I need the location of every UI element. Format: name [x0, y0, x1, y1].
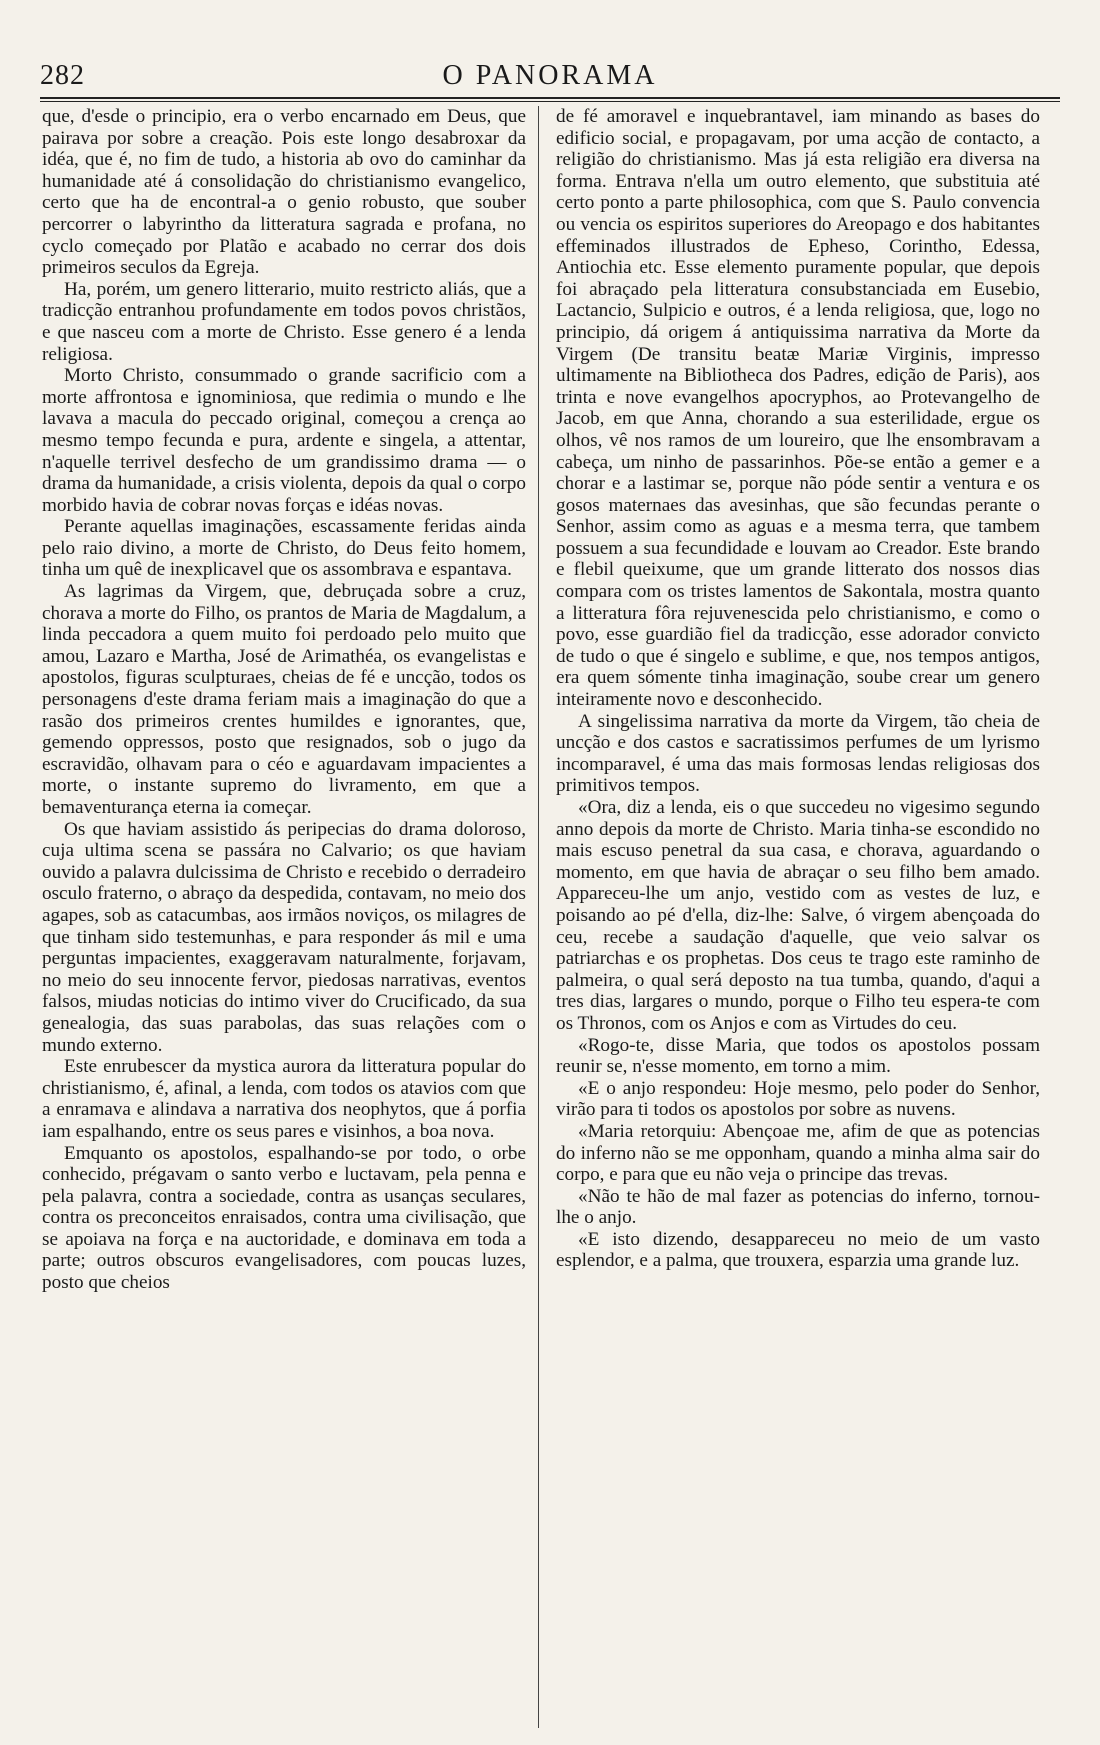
header-rule: [40, 97, 1060, 102]
paragraph: A singelissima narrativa da morte da Virgem, tão cheia de uncção e dos castos e sacratissimos perfumes de um lyrismo incomparavel, é uma das mais formosas lendas religiosas dos primitivos tempos.: [556, 710, 1040, 797]
paragraph: Ha, porém, um genero litterario, muito restricto aliás, que a tradicção entranhou profundamente em todos povos christãos, e que nasceu com a morte de Christo. Esse genero é a lenda religiosa.: [42, 278, 526, 365]
page-header: [40, 60, 1060, 94]
paragraph: As lagrimas da Virgem, que, debruçada sobre a cruz, chorava a morte do Filho, os prantos de Maria de Magdalum, a linda peccadora a quem muito foi perdoado pelo muito que amou, Lazaro e Martha, José de Arimathéa, os evangelistas e apostolos, figuras sculpturaes, cheias de fé e uncção, todos os personagens d'este drama feriam mais a imaginação do que a rasão dos primeiros crentes humildes e ignorantes, que, gemendo oppressos, posto que resignados, sob o jugo da escravidão, olhavam para o céo e aguardavam impacientes a morte, o instante supremo do livramento, em que a bemaventurança eterna ia começar.: [42, 581, 526, 818]
left-column: [42, 106, 526, 1294]
paragraph: «Não te hão de mal fazer as potencias do inferno, tornou-lhe o anjo.: [556, 1185, 1040, 1229]
paragraph: «E o anjo respondeu: Hoje mesmo, pelo poder do Senhor, virão para ti todos os apostolos por sobre as nuvens.: [556, 1077, 1040, 1121]
paragraph: Emquanto os apostolos, espalhando-se por todo, o orbe conhecido, prégavam o santo verbo e luctavam, pela penna e pela palavra, contra a sociedade, contra as usanças seculares, contra os preconceitos enraisados, contra uma civilisação, que se apoiava na força e na auctoridade, e dominava em toda a parte; outros obscuros evangelisadores, com poucas luzes, posto que cheios: [42, 1142, 526, 1294]
paragraph: «Ora, diz a lenda, eis o que succedeu no vigesimo segundo anno depois da morte de Christo. Maria tinha-se escondido no mais escuso penetral da sua casa, e chorava, aguardando o momento, em que havia de abraçar o seu filho bem amado. Appareceu-lhe um anjo, vestido com as vestes de luz, e poisando ao pé d'ella, diz-lhe: Salve, ó virgem abençoada do ceu, recebe a saudação d'aquelle, que veio salvar os patriarchas e os prophetas. Dos ceus te trago este raminho de palmeira, o qual será deposto na tua tumba, quando, d'aqui a tres dias, largares o mundo, porque o Filho teu espera-te com os Thronos, com os Anjos e com as Virtudes do ceu.: [556, 797, 1040, 1034]
paragraph: Perante aquellas imaginações, escassamente feridas ainda pelo raio divino, a morte de Christo, do Deus feito homem, tinha um quê de inexplicavel que os assombrava e espantava.: [42, 516, 526, 581]
paragraph: «Rogo-te, disse Maria, que todos os apostolos possam reunir se, n'esse momento, em torno a mim.: [556, 1034, 1040, 1078]
running-title: O PANORAMA: [442, 60, 658, 91]
paragraph: de fé amoravel e inquebrantavel, iam minando as bases do edificio social, e propagavam, por uma acção de contacto, a religião do christianismo. Mas já esta religião era diversa na forma. Entrava n'ella um outro elemento, que substituia até certo ponto a parte philosophica, com que S. Paulo convencia ou vencia os espiritos superiores do Areopago e dos habitantes effeminados illustrados de Epheso, Corintho, Edessa, Antiochia etc. Esse elemento puramente popular, que depois foi abraçado pela litteratura consubstanciada em Eusebio, Lactancio, Sulpicio e outros, é a lenda religiosa, que, logo no principio, dá origem á antiquissima narrativa da Morte da Virgem (De transitu beatæ Mariæ Virginis, impresso ultimamente na Bibliotheca dos Padres, edição de Paris), aos trinta e nove evangelhos apocryphos, ao Protevangelho de Jacob, em que Anna, chorando a sua esterilidade, ergue os olhos, vê nos ramos de um loureiro, que lhe ensombravam a cabeça, um ninho de passarinhos. Põe-se então a gemer e a chorar e a lastimar se, porque não póde sentir a ventura e os gosos maternaes das avesinhas, que são fecundas perante o Senhor, assim como as aguas e a mesma terra, que tambem possuem a sua fecundidade e louvam ao Creador. Este brando e flebil queixume, que um grande litterato dos nossos dias compara com os tristes lamentos de Sakontala, mostra quanto a litteratura fôra rejuvenescida pelo christianismo, e como o povo, esse guardião fiel da tradicção, esse adorador convicto de tudo o que é singelo e sublime, e que, nos tempos antigos, era quem sómente tinha imaginação, soube crear um genero inteiramente novo e desconhecido.: [556, 106, 1040, 711]
paragraph: «Maria retorquiu: Abençoae me, afim de que as potencias do inferno não se me opponham, quando a minha alma sair do corpo, e para que eu não veja o principe das trevas.: [556, 1120, 1040, 1186]
column-divider: [538, 106, 539, 1728]
page-number: 282: [40, 60, 85, 91]
right-column: [556, 106, 1040, 1272]
paragraph: Os que haviam assistido ás peripecias do drama doloroso, cuja ultima scena se passára no Calvario; os que haviam ouvido a palavra dulcissima de Christo e recebido o derradeiro osculo fraterno, o abraço da despedida, contavam, no meio dos agapes, sob as catacumbas, aos irmãos noviços, os milagres de que tinham sido testemunhas, e para responder ás mil e uma perguntas impacientes, exaggeravam naturalmente, forjavam, no meio do seu innocente fervor, piedosas narrativas, eventos falsos, miudas noticias do intimo viver do Crucificado, da sua genealogia, das suas parabolas, das suas relações com o mundo externo.: [42, 818, 526, 1056]
paragraph: Morto Christo, consummado o grande sacrificio com a morte affrontosa e ignominiosa, que redimia o mundo e lhe lavava a macula do peccado original, começou a crença ao mesmo tempo fecunda e pura, ardente e singela, a attentar, n'aquelle terrivel desfecho de um grandissimo drama — o drama da humanidade, a crisis violenta, depois da qual o corpo morbido havia de cobrar novas forças e idéas novas.: [42, 365, 526, 516]
paragraph: Este enrubescer da mystica aurora da litteratura popular do christianismo, é, afinal, a lenda, com todos os atavios com que a enramava e alindava a narrativa dos neophytos, que á porfia iam espalhando, entre os seus pares e visinhos, a boa nova.: [42, 1056, 526, 1142]
paragraph: «E isto dizendo, desappareceu no meio de um vasto esplendor, e a palma, que trouxera, esparzia uma grande luz.: [556, 1228, 1040, 1272]
paragraph: que, d'esde o principio, era o verbo encarnado em Deus, que pairava por sobre a creação. Pois este longo desabroxar da idéa, que é, no fim de tudo, a historia ab ovo do caminhar da humanidade até á consolidação do christianismo evangelico, certo que ha de encontral-a o genio robusto, que souber percorrer o labyrintho da litteratura sagrada e profana, no cyclo começado por Platão e acabado no cerrar dos dois primeiros seculos da Egreja.: [42, 106, 526, 279]
